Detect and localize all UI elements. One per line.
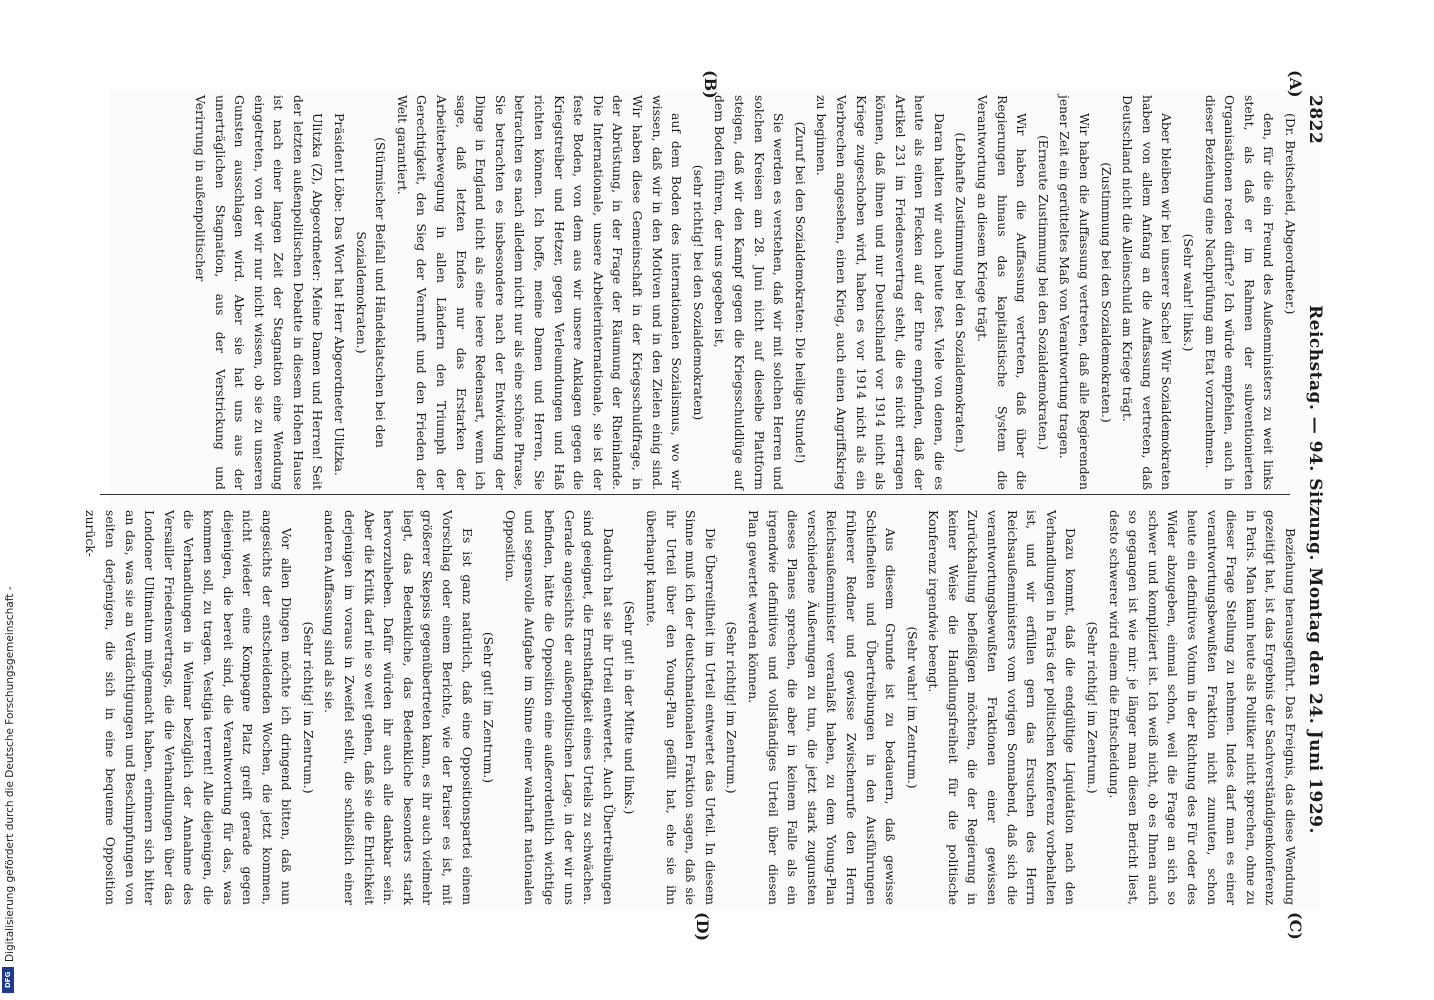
paragraph: Beziehung herausgeführt. Das Ereignis, das diese Wendung gezeitigt hat, ist das Ergebnis der Sachverständigenkonferenz in Paris. Man kann heute als Politiker nicht sprechen, ohne zu dieser Frage Stellung zu nehmen. Indes darf man es einer verantwortungsbewußten Fraktion nicht zumuten, schon heute ein definitives Votum in der Richtung des Für oder des Wider abzugeben, einmal schon, weil die Frage an sich so schwer und kompliziert ist. Ich weiß nicht, ob es Ihnen auch so gegangen ist wie mir: je länger man diesen Bericht liest, desto schwerer wird einem die Entscheidung.: [1106, 510, 1298, 905]
interjection: (Erneute Zustimmung bei den Sozialdemokraten.): [1035, 134, 1051, 451]
paragraph: Die Überreiltheit im Urteil entwertet das Urteil. In diesem Sinne muß ich der deutschnationalen Fraktion sagen, daß sie ihr Urteil über den Young-Plan gefällt hat, ehe sie ihn überhaupt kannte.: [644, 510, 718, 905]
interjection: (Sehr gut! in der Mitte und links.): [622, 600, 638, 815]
dfg-logo: DFG: [2, 967, 14, 993]
digitization-note: Digitalisierung gefördert durch die Deutsche Forschungsgemeinschaft -: [4, 586, 16, 962]
paragraph: Aus diesem Grunde ist zu bedauern, daß gewisse Schiefheiten und Übertreibungen in den Ausführungen früherer Redner und gewisse Zwischenrufe den Herrn Reichsaußenminister veranlaßt haben, zu dem Young-Plan verschiedene Äußerungen zu tun, die jetzt stark zugunsten dieses Planes sprechen, die aber in keinem Falle als ein irgendwie definitives und vollständiges Urteil über diesen Plan gewertet werden können.: [745, 510, 899, 905]
paragraph: den, für die ein Freund des Außenministers zu weit links steht, als daß er im Rahmen der subventionierten Organisationen reden dürfte? Ich würde empfehlen, auch in dieser Beziehung eine Nachprüfung am Etat vorzunehmen.: [1202, 95, 1277, 490]
interjection: (Sehr wahr! links.): [1181, 233, 1197, 352]
speaker-line: (Dr. Breitscheid, Abgeordneter.): [1283, 113, 1298, 315]
paragraph: Aber bleiben wir bei unserer Sache! Wir Sozialdemokraten haben von allem Anfang an die Auffassung vertreten, daß Deutschland nicht die Alleinschuld am Kriege trägt.: [1120, 95, 1175, 490]
margin-marker-d: (D): [693, 912, 712, 942]
interjection: (Sehr gut! im Zentrum.): [481, 631, 497, 784]
interjection: (Zuruf bei den Sozialdemokraten: Die heilige Stunde!): [792, 121, 808, 464]
interjection: (Sehr richtig! im Zentrum.): [1085, 621, 1101, 794]
margin-marker-b: (B): [701, 70, 720, 99]
interjection: (Sehr richtig! im Zentrum.): [300, 621, 316, 794]
paragraph: Wir haben die Auffassung vertreten, daß alle Regierenden jener Zeit ein gerütteltes Maß von Verantwortung tragen.: [1057, 95, 1093, 490]
column-divider: [100, 494, 1290, 495]
paragraph: Dazu kommt, daß die endgültige Liquidation nach den Verhandlungen in Paris der politischen Konferenz vorbehalten ist, und wir erfüllen gern das Ersuchen des Herrn Reichsaußenministers vom vorigen Sonnabend, daß sich die verantwortungsbewußten Fraktionen einer gewissen Zurückhaltung befleißigen möchten, die der Regierung in keiner Weise die Handlungsfreiheit für die politische Konferenz irgendwie beengt.: [926, 510, 1079, 905]
paragraph: Ulitzka (Z), Abgeordneter: Meine Damen und Herren! Seit der letzten außenpolitischen Debatte in diesem Hohen Hause ist nach einer langen Zeit der Stagnation eine Wendung eingetreten, von der wir nur nicht wissen, ob sie zu unseren Gunsten ausschlagen wird. Aber sie hat uns aus der unerträglichen Stagnation, aus der Verstrickung und Verirrung in außenpolitischer: [192, 95, 326, 490]
paragraph: auf dem Boden des internationalen Sozialismus, wo wir wissen, daß wir in den Motiven und in den Zielen einig sind. Wir haben diese Gemeinschaft in der Kriegsschuldfrage, in der Abrüstung, in der Frage der Räumung der Rheinlande. Die Internationale, unsere Arbeiterinternationale, sie ist der feste Boden, von dem aus wir unsere Anklagen gegen die Kriegstreiber und Hetzer, gegen Verleumdungen und Haß richten können. Ich hoffe, meine Damen und Herren, Sie betrachten es nach alledem nicht nur als eine schöne Phrase, Sie betrachten es insbesondere nach der Entwicklung der Dinge in England nicht als eine leere Redensart, wenn ich sage, daß letzten Endes nur das Erstarken der Arbeiterbewegung in allen Ländern den Triumph der Gerechtigkeit, den Sieg der Vernunft und den Frieden der Welt garantiert.: [394, 95, 685, 490]
paragraph: Dadurch hat sie ihr Urteil entwertet. Auch Übertreibungen sind geeignet, die Ernsthaftigkeit eines Urteils zu schwächen. Gerade angesichts der außenpolitischen Lage, in der wir uns befinden, hätte die Opposition eine außerordentlich wichtige und segensvolle Aufgabe im Sinne einer wahrhaft nationalen Opposition.: [502, 510, 616, 905]
page-number: 2822: [1305, 95, 1325, 145]
interjection: (Sehr richtig! im Zentrum.): [724, 621, 740, 794]
text-column-left: [150, 95, 1300, 490]
interjection: (sehr richtig! bei den Sozialdemokraten): [690, 164, 706, 421]
interjection: (Zustimmung bei den Sozialdemokraten.): [1098, 162, 1114, 423]
text-column-right: [83, 510, 1300, 905]
interjection: (Sehr wahr! im Zentrum.): [904, 626, 920, 789]
paragraph: Sie werden es verstehen, daß wir mit solchen Herren und solchen Kreisen am 28. Juni nicht auf dieselbe Plattform steigen, daß wir den Kampf gegen die Kriegsschuldlüge auf dem Boden führen, der uns gegeben ist,: [712, 95, 787, 490]
margin-marker-a: (A): [1286, 70, 1305, 98]
margin-marker-c: (C): [1286, 912, 1305, 940]
paragraph: Wir haben die Auffassung vertreten, daß über die Regierungen hinaus das kapitalistische System die Verantwortung an diesem Kriege trägt.: [975, 95, 1030, 490]
interjection: (Stürmischer Beifall und Händeklatschen bei den Sozialdemokraten.): [353, 137, 389, 448]
paragraph: Präsident Löbe: Das Wort hat Herr Abgeordneter Ulitzka.: [332, 113, 348, 476]
paragraph: Vor allen Dingen möchte ich dringend bitten, daß nun angesichts der entscheidenden Wochen, die jetzt kommen, nicht wieder eine Kompagne Platz greift gerade gegen diejenigen, die bereit sind, die Verantwortung für das, was kommen soll, zu tragen. Vestigia terrent! Alle diejenigen, die die Verhandlungen in Weimar bezüglich der Annahme des Versailler Friedensvertrags, die die Verhandlungen über das Londoner Ultimatum mitgemacht haben, erinnern sich bitter an das, was sie an Verdächtigungen und Beschimpfungen von seiten derjenigen, die sich in eine bequeme Opposition zurück-: [83, 510, 295, 905]
paragraph: Es ist ganz natürlich, daß eine Oppositionspartei einem Vorschlag oder einem Berichte, wie der Pariser es ist, mit größerer Skepsis gegenübertreten kann, es ihr auch vielmehr liegt, das Bedenkliche, das Bedenkliche besonders stark hervorzuheben. Dafür würden ihr auch alle dankbar sein. Aber die Kritik darf nie so weit gehen, daß sie die Ehrlichkeit derjenigen im voraus in Zweifel stellt, die schließlich einer anderen Auffassung sind als sie.: [322, 510, 475, 905]
paragraph: Daran halten wir auch heute fest. Viele von denen, die es heute als einen Flecken auf der Ehre empfinden, daß der Artikel 231 im Friedensvertrag steht, die es nicht ertragen können, daß ihnen und nur Deutschland vor 1914 nicht als Kriege zugeschoben wird, haben es vor 1914 nicht als ein Verbrechen angesehen, einen Krieg, auch einen Angriffskrieg zu beginnen.: [814, 95, 947, 490]
interjection: (Lebhafte Zustimmung bei den Sozialdemokraten.): [953, 132, 969, 453]
running-header: Reichstag. — 94. Sitzung. Montag den 24. Juni 1929.: [1305, 305, 1325, 834]
